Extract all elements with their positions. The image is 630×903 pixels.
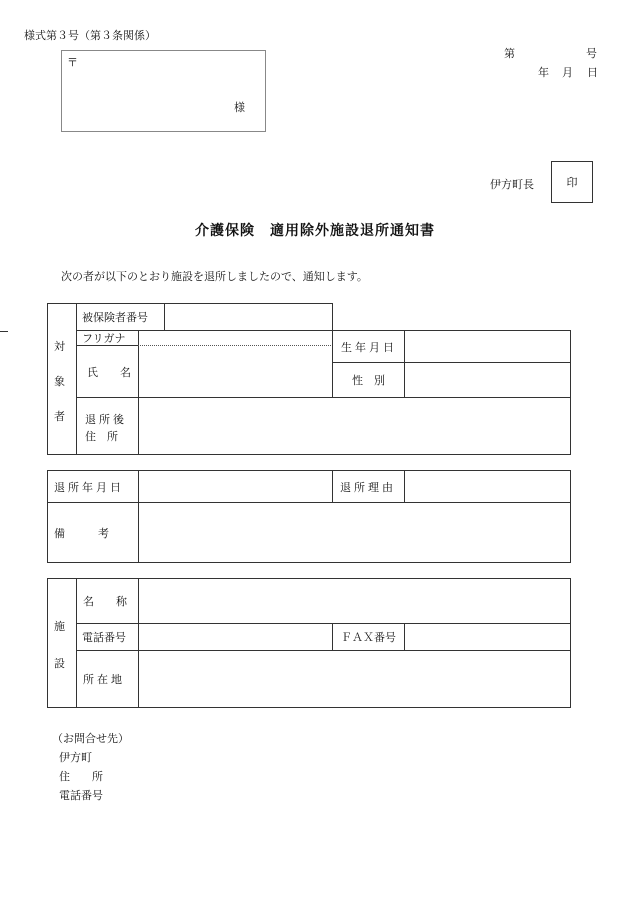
address-after-label-2: 住 所 (85, 430, 118, 443)
contact-org: 伊方町 (59, 751, 92, 764)
gender-label: 性 別 (352, 374, 385, 387)
name-field[interactable] (139, 346, 332, 397)
discharge-date-label: 退所年月日 (54, 480, 124, 494)
facility-fax-label: ＦＡＸ番号 (341, 631, 396, 644)
seal-box (551, 161, 593, 203)
subject-label-2: 象 (54, 375, 65, 388)
facility-label-1: 施 (54, 620, 65, 633)
facility-phone-field[interactable] (139, 624, 332, 650)
facility-fax-field[interactable] (405, 624, 570, 650)
insured-number-label: 被保険者番号 (82, 311, 148, 324)
date-year: 年 (538, 66, 549, 79)
furigana-field[interactable] (139, 331, 332, 345)
doc-number-suffix: 号 (586, 47, 597, 60)
subject-label-1: 対 (54, 340, 65, 353)
discharge-reason-label: 退所理由 (340, 480, 396, 494)
facility-name-field[interactable] (139, 579, 570, 623)
facility-location-label: 所在地 (83, 673, 125, 686)
discharge-date-field[interactable] (139, 471, 332, 502)
address-box[interactable] (61, 50, 266, 132)
address-after-field[interactable] (139, 398, 570, 454)
facility-phone-label: 電話番号 (82, 631, 126, 644)
date-month: 月 (562, 66, 573, 79)
subject-label-3: 者 (54, 410, 65, 423)
document-title: 介護保険 適用除外施設退所通知書 (195, 223, 435, 239)
date-day: 日 (587, 66, 598, 79)
birth-date-field[interactable] (405, 331, 570, 362)
doc-number-prefix: 第 (504, 47, 515, 60)
margin-tick (0, 331, 8, 332)
facility-label-2: 設 (54, 657, 65, 670)
contact-heading: （お問合せ先） (52, 732, 129, 745)
seal-label: 印 (566, 176, 578, 189)
gender-field[interactable] (405, 363, 570, 397)
intro-text: 次の者が以下のとおり施設を退所しましたので、通知します。 (61, 270, 368, 283)
facility-location-field[interactable] (139, 651, 570, 707)
facility-name-label: 名 称 (83, 595, 127, 608)
contact-phone-label: 電話番号 (59, 789, 103, 802)
remarks-label: 備 考 (54, 526, 109, 540)
address-after-label-1: 退所後 (85, 413, 127, 426)
issuer: 伊方町長 (490, 178, 534, 191)
contact-address-label: 住 所 (59, 770, 103, 783)
addressee-honorific: 様 (234, 101, 245, 114)
discharge-reason-field[interactable] (405, 471, 570, 502)
postal-mark: 〒 (67, 56, 78, 69)
insured-number-field[interactable] (165, 304, 332, 330)
birth-date-label: 生年月日 (341, 340, 397, 354)
name-label: 氏 名 (87, 365, 131, 379)
form-number: 様式第３号（第３条関係） (24, 29, 156, 42)
remarks-field[interactable] (139, 503, 570, 562)
furigana-label: フリガナ (82, 332, 126, 345)
